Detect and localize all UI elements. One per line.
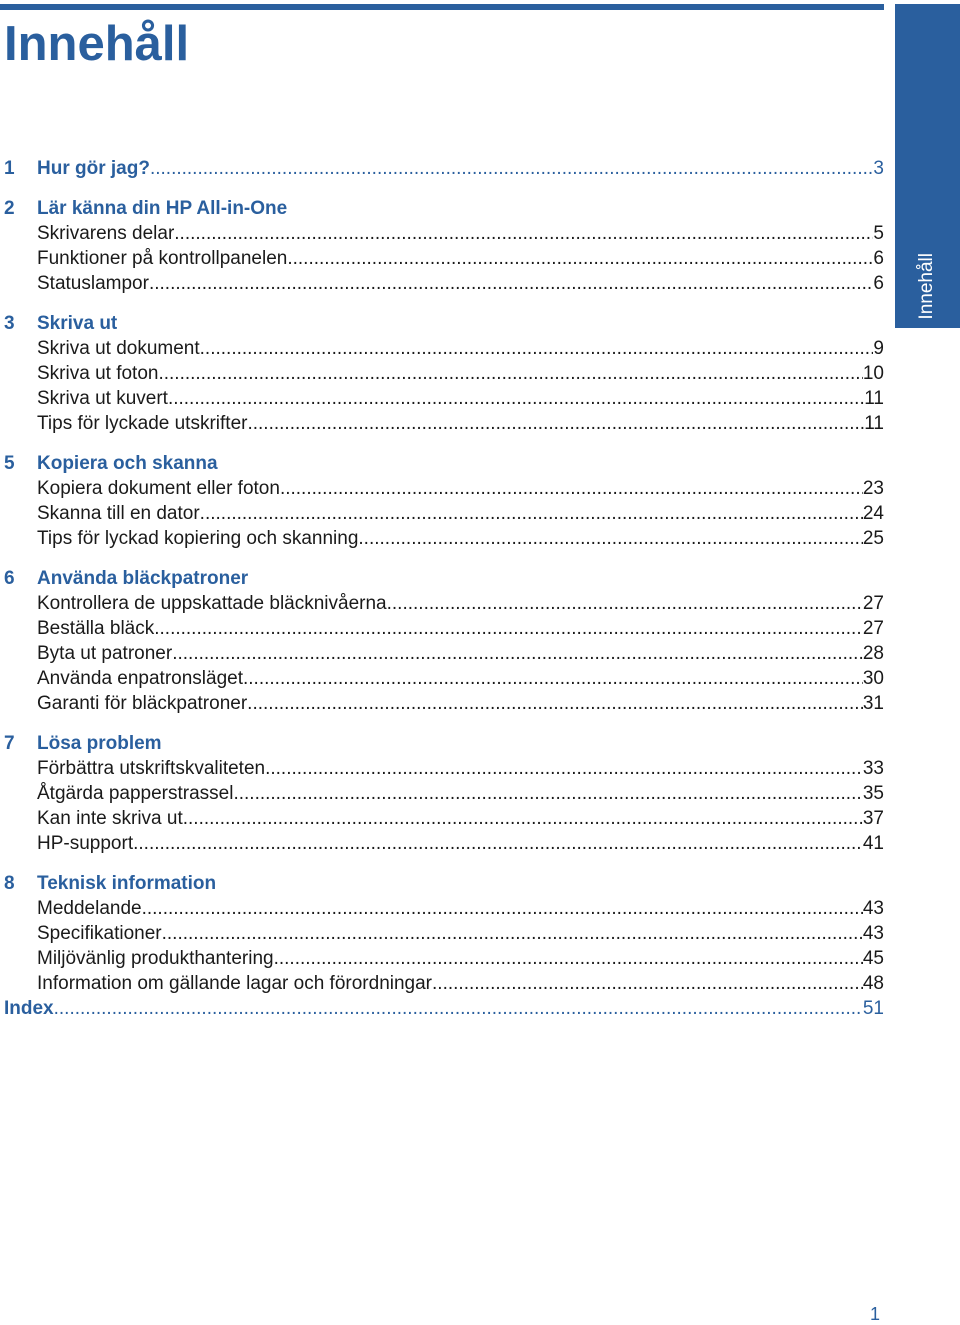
chapter-title: Lär känna din HP All-in-One [37, 198, 288, 219]
chapter-title: Lösa problem [37, 733, 162, 754]
page-ref: 3 [873, 158, 884, 179]
leader-dots [154, 618, 863, 640]
leader-dots [387, 593, 863, 615]
entry-label: Skriva ut kuvert [37, 388, 168, 409]
top-rule [0, 4, 884, 10]
page-number: 1 [870, 1304, 881, 1324]
page-ref: 24 [862, 503, 884, 524]
page-ref: 11 [864, 413, 884, 434]
leader-dots [243, 668, 863, 690]
entry-label: Kan inte skriva ut [37, 808, 183, 829]
entry-label: Meddelande [37, 898, 142, 919]
toc-chapter-3 [0, 313, 884, 438]
leader-dots [247, 413, 864, 435]
toc-entry[interactable] [0, 223, 884, 248]
chapter-title: Teknisk information [37, 873, 217, 894]
page-ref: 45 [862, 948, 884, 969]
leader-dots [54, 998, 863, 1020]
page-ref: 6 [873, 248, 884, 269]
page-ref: 25 [862, 528, 884, 549]
leader-dots [274, 948, 863, 970]
chapter-heading[interactable] [0, 198, 884, 223]
chapter-number: 7 [4, 733, 15, 754]
page-ref: 35 [862, 783, 884, 804]
toc-link-chapter-1[interactable] [0, 158, 884, 183]
page-ref: 51 [862, 998, 884, 1019]
toc-entry[interactable] [0, 618, 884, 643]
leader-dots [142, 898, 863, 920]
toc-entry[interactable] [0, 528, 884, 553]
entry-label: Åtgärda papperstrassel [37, 783, 234, 804]
entry-label: HP-support [37, 833, 134, 854]
page-ref: 37 [862, 808, 884, 829]
page-ref: 27 [862, 593, 884, 614]
leader-dots [133, 833, 863, 855]
entry-label: Använda enpatronsläget [37, 668, 243, 689]
toc-entry[interactable] [0, 388, 884, 413]
entry-label: Statuslampor [37, 273, 149, 294]
leader-dots [233, 783, 862, 805]
entry-label: Information om gällande lagar och förordningar [37, 973, 433, 994]
page-ref: 23 [862, 478, 884, 499]
entry-label: Byta ut patroner [37, 643, 173, 664]
page-ref: 6 [873, 273, 884, 294]
leader-dots [183, 808, 863, 830]
toc-entry[interactable] [0, 973, 884, 998]
page-ref: 10 [862, 363, 884, 384]
chapter-number: 8 [4, 873, 15, 894]
toc-entry[interactable] [0, 413, 884, 438]
page-title: Innehåll [4, 17, 190, 71]
toc-entry[interactable] [0, 948, 884, 973]
chapter-number: 5 [4, 453, 15, 474]
leader-dots [174, 223, 873, 245]
entry-label: Skanna till en dator [37, 503, 200, 524]
entry-label: Tips för lyckade utskrifter [37, 413, 248, 434]
toc-entry[interactable] [0, 643, 884, 668]
toc-entry[interactable] [0, 833, 884, 858]
toc-entry[interactable] [0, 363, 884, 388]
entry-label: Miljövänlig produkthantering [37, 948, 274, 969]
toc-entry[interactable] [0, 503, 884, 528]
leader-dots [432, 973, 863, 995]
leader-dots [149, 273, 873, 295]
page-ref: 30 [862, 668, 884, 689]
entry-label: Funktioner på kontrollpanelen [37, 248, 288, 269]
toc-entry[interactable] [0, 338, 884, 363]
toc-entry[interactable] [0, 783, 884, 808]
page-ref: 43 [862, 898, 884, 919]
leader-dots [162, 923, 863, 945]
side-tab[interactable] [895, 4, 960, 328]
entry-label: Skrivarens delar [37, 223, 175, 244]
page-ref: 5 [873, 223, 884, 244]
toc-entry[interactable] [0, 758, 884, 783]
leader-dots [172, 643, 863, 665]
leader-dots [150, 158, 873, 180]
entry-label: Skriva ut dokument [37, 338, 200, 359]
toc-entry[interactable] [0, 808, 884, 833]
entry-label: Beställa bläck [37, 618, 155, 639]
leader-dots [200, 503, 863, 525]
leader-dots [358, 528, 862, 550]
leader-dots [265, 758, 863, 780]
entry-label: Kontrollera de uppskattade bläcknivåerna [37, 593, 387, 614]
toc-entry[interactable] [0, 668, 884, 693]
table-of-contents [0, 158, 884, 1023]
toc-entry[interactable] [0, 273, 884, 298]
chapter-heading[interactable] [0, 453, 884, 478]
page-ref: 48 [862, 973, 884, 994]
chapter-number: 1 [4, 158, 15, 179]
chapter-title: Använda bläckpatroner [37, 568, 249, 589]
chapter-heading[interactable] [0, 873, 884, 898]
chapter-title: Hur gör jag? [37, 158, 150, 179]
leader-dots [247, 693, 863, 715]
toc-entry[interactable] [0, 593, 884, 618]
page-ref: 33 [862, 758, 884, 779]
page-ref: 41 [862, 833, 884, 854]
toc-entry[interactable] [0, 248, 884, 273]
page-ref: 43 [862, 923, 884, 944]
page-ref: 27 [862, 618, 884, 639]
entry-label: Kopiera dokument eller foton [37, 478, 280, 499]
index-label: Index [4, 998, 54, 1019]
toc-entry[interactable] [0, 898, 884, 923]
toc-chapter-6 [0, 568, 884, 718]
leader-dots [158, 363, 862, 385]
chapter-heading[interactable] [0, 733, 884, 758]
toc-entry[interactable] [0, 923, 884, 948]
side-tab-label: Innehåll [916, 253, 937, 320]
leader-dots [280, 478, 863, 500]
toc-chapter-1 [0, 158, 884, 183]
entry-label: Förbättra utskriftskvaliteten [37, 758, 266, 779]
chapter-heading[interactable] [0, 568, 884, 593]
toc-chapter-2 [0, 198, 884, 298]
page-ref: 31 [862, 693, 884, 714]
page-ref: 28 [862, 643, 884, 664]
entry-label: Skriva ut foton [37, 363, 159, 384]
toc-link-index[interactable] [0, 998, 884, 1023]
leader-dots [168, 388, 864, 410]
toc-chapter-7 [0, 733, 884, 858]
entry-label: Garanti för bläckpatroner [37, 693, 248, 714]
toc-entry[interactable] [0, 478, 884, 503]
chapter-heading[interactable] [0, 313, 884, 338]
page-ref: 11 [864, 388, 884, 409]
chapter-title: Kopiera och skanna [37, 453, 218, 474]
leader-dots [287, 248, 873, 270]
chapter-title: Skriva ut [37, 313, 118, 334]
chapter-number: 2 [4, 198, 15, 219]
toc-entry[interactable] [0, 693, 884, 718]
entry-label: Specifikationer [37, 923, 162, 944]
page-ref: 9 [873, 338, 884, 359]
chapter-number: 3 [4, 313, 15, 334]
toc-chapter-8 [0, 873, 884, 998]
leader-dots [200, 338, 874, 360]
chapter-number: 6 [4, 568, 15, 589]
toc-chapter-5 [0, 453, 884, 553]
entry-label: Tips för lyckad kopiering och skanning [37, 528, 359, 549]
